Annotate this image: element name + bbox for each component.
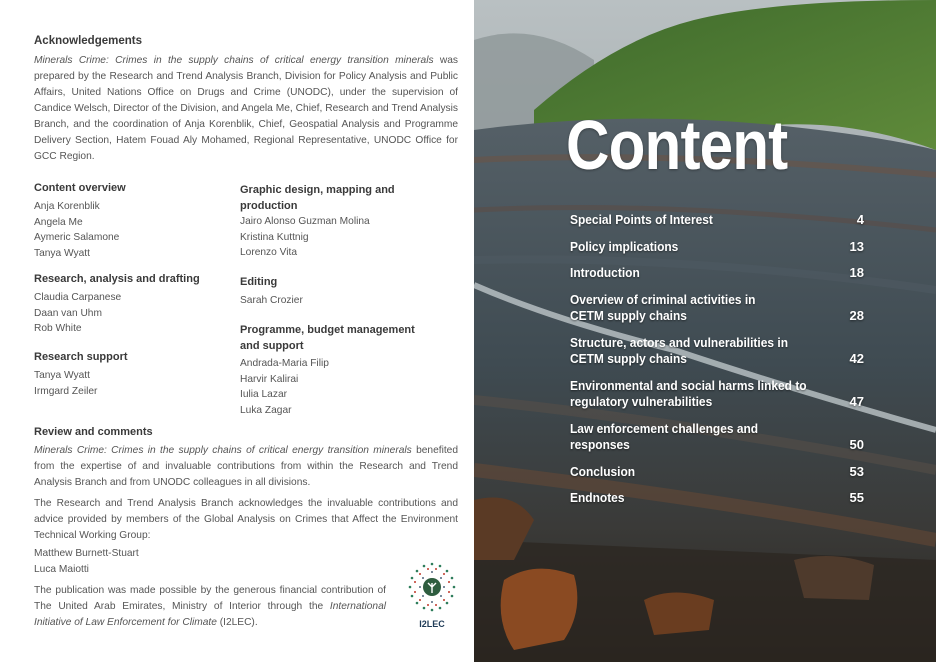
i2lec-emblem-icon xyxy=(402,560,462,632)
credit-name: Aymeric Salamone xyxy=(34,232,120,243)
credit-heading-line: and support xyxy=(240,340,304,352)
toc-entry[interactable] xyxy=(570,464,864,481)
toc-entry-page: 4 xyxy=(856,212,864,227)
i2lec-logo xyxy=(402,560,462,632)
toc-entry-page: 47 xyxy=(849,394,864,409)
credit-name: Tanya Wyatt xyxy=(34,247,90,259)
toc-entry-page: 53 xyxy=(849,463,864,479)
credit-name: Lorenzo Vita xyxy=(240,247,298,258)
funding-text-end: (I2LEC). xyxy=(216,617,258,628)
toc-entry[interactable] xyxy=(570,335,864,368)
toc-entry-page: 55 xyxy=(849,490,864,505)
credit-name: Matthew Burnett-Stuart xyxy=(34,548,139,559)
credit-name: Iulia Lazar xyxy=(240,389,288,400)
acknowledgements-heading: Acknowledgements xyxy=(34,35,142,47)
table-of-contents xyxy=(570,212,864,507)
credit-name: Luka Zagar xyxy=(240,404,292,416)
toc-entry-page: 50 xyxy=(849,437,864,452)
report-title: Minerals Crime: Crimes in the supply chains of critical energy transition minerals xyxy=(34,445,412,456)
toc-entry-title-line2: regulatory vulnerabilities xyxy=(570,394,713,409)
toc-entry-title: Special Points of Interest xyxy=(570,212,713,227)
credit-name: Harvir Kalirai xyxy=(240,373,299,385)
credit-name: Luca Maiotti xyxy=(34,564,89,575)
credit-heading xyxy=(240,182,395,214)
credit-names xyxy=(240,214,370,261)
initiative-name: International Initiative of Law Enforcement for Climate xyxy=(34,601,386,628)
review-heading: Review and comments xyxy=(34,426,153,438)
review-text: benefited from the expertise of and invaluable contributions from within the Research and Trend Analysis Branch and from UNODC colleagues in all divisions. xyxy=(34,445,459,488)
toc-entry-title: Law enforcement challenges and responses xyxy=(570,420,759,452)
credit-name: Rob White xyxy=(34,323,82,334)
credit-names xyxy=(34,290,121,337)
acknowledgements-paragraph xyxy=(34,53,458,165)
toc-entry[interactable] xyxy=(570,265,864,282)
credit-heading xyxy=(240,322,415,354)
toc-entry-title-line2: CETM supply chains xyxy=(570,351,687,366)
toc-entry-page: 28 xyxy=(849,308,864,323)
contents-page xyxy=(474,0,936,662)
credit-name: Daan van Uhm xyxy=(34,307,102,319)
credit-name: Andrada-Maria Filip xyxy=(240,358,329,369)
toc-entry-page: 42 xyxy=(849,351,864,366)
toc-entry-page: 18 xyxy=(849,265,864,280)
review-paragraph xyxy=(34,443,458,491)
credit-heading-line: Graphic design, mapping and xyxy=(240,184,395,196)
credit-name: Jairo Alonso Guzman Molina xyxy=(240,216,370,227)
credit-name: Tanya Wyatt xyxy=(34,370,90,381)
toc-entry-title: Policy implications xyxy=(570,238,679,254)
toc-entry-title: Overview of criminal activities in xyxy=(570,291,756,307)
contents-title: Content xyxy=(566,106,788,184)
credit-names xyxy=(240,293,303,309)
credit-heading: Research support xyxy=(34,351,128,363)
toc-entry[interactable] xyxy=(570,490,864,507)
credit-name: Anja Korenblik xyxy=(34,201,100,212)
credit-heading: Content overview xyxy=(34,182,126,194)
credit-heading-line: production xyxy=(240,200,298,212)
toc-entry[interactable] xyxy=(570,421,864,454)
credit-heading: Editing xyxy=(240,276,278,288)
credit-name: Kristina Kuttnig xyxy=(240,231,309,243)
toc-entry-title: Environmental and social harms linked to xyxy=(570,377,807,393)
toc-entry-title: Conclusion xyxy=(570,463,636,479)
report-title: Minerals Crime: Crimes in the supply chains of critical energy transition minerals xyxy=(34,55,434,66)
acknowledgements-text: was prepared by the Research and Trend Analysis Branch, Division for Policy Analysis and Public Affairs, United Nations Office on Drugs and Crime (UNODC), under the supervision of Candice Welsch, Director of the Division, and Angela Me, Chief, Research and Trend Analysis Branch, and the coordination of Anja Korenblik, Chief, Geospatial Analysis and Programme Delivery Section, Hatem Fouad Aly Mohamed, Regional Representative, UNODC Office for GCC Region. xyxy=(34,55,458,162)
funding-paragraph xyxy=(34,583,386,631)
toc-entry[interactable] xyxy=(570,239,864,256)
toc-entry-title-line2: CETM supply chains xyxy=(570,308,687,323)
toc-entry[interactable] xyxy=(570,212,864,229)
toc-entry[interactable] xyxy=(570,378,864,411)
logo-text: I2LEC xyxy=(419,619,445,629)
toc-entry-title: Structure, actors and vulnerabilities in xyxy=(570,334,788,350)
working-group-names xyxy=(34,546,139,578)
credit-names xyxy=(34,368,97,399)
credit-name: Irmgard Zeiler xyxy=(34,385,98,397)
funding-text: The publication was made possible by the generous financial contribution of The United Arab Emirates, Ministry of Interior through the xyxy=(34,585,386,612)
credit-heading: Research, analysis and drafting xyxy=(34,273,200,285)
toc-entry-title: Introduction xyxy=(570,265,640,280)
credit-names xyxy=(240,356,329,418)
credit-names xyxy=(34,199,119,261)
toc-entry-page: 13 xyxy=(849,238,864,254)
credit-name: Claudia Carpanese xyxy=(34,292,122,303)
credit-name: Angela Me xyxy=(34,216,83,228)
toc-entry-title: Endnotes xyxy=(570,490,625,505)
working-group-paragraph: The Research and Trend Analysis Branch acknowledges the invaluable contributions and advice provided by members of the Global Analysis on Crimes that Affect the Environment Technical Working Group: xyxy=(34,498,458,541)
credit-name: Sarah Crozier xyxy=(240,295,303,306)
credit-heading-line: Programme, budget management xyxy=(240,324,415,336)
toc-entry[interactable] xyxy=(570,292,864,325)
